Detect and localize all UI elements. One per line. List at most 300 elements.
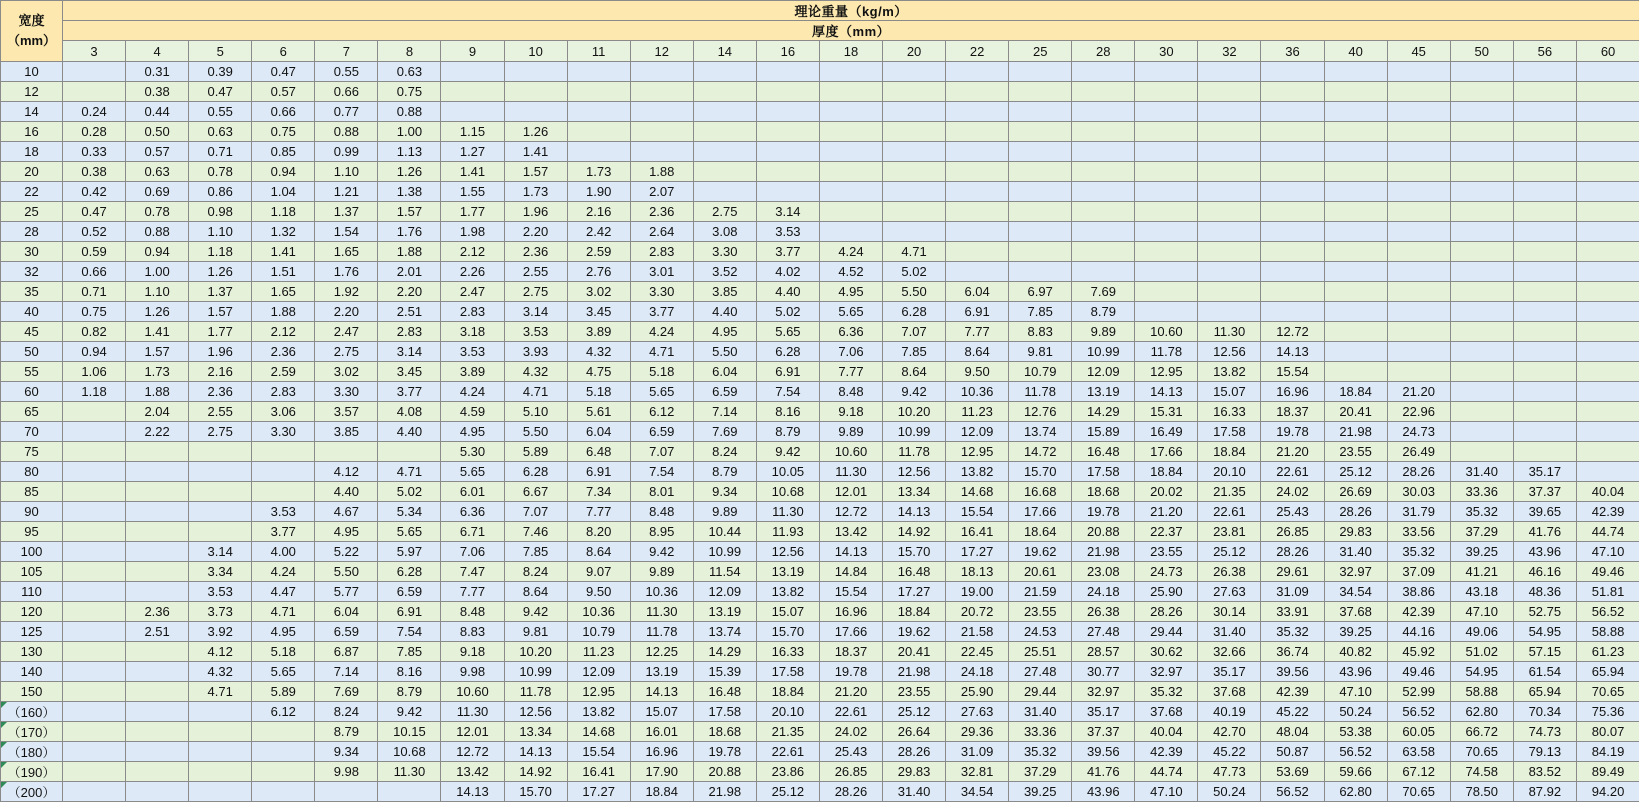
weight-cell[interactable]: 1.38 [378,182,441,202]
weight-cell[interactable] [63,662,126,682]
weight-cell[interactable] [1513,282,1576,302]
weight-cell[interactable]: 2.75 [504,282,567,302]
weight-cell[interactable]: 21.98 [1324,422,1387,442]
weight-cell[interactable]: 45.22 [1261,702,1324,722]
weight-cell[interactable]: 5.18 [567,382,630,402]
weight-cell[interactable]: 4.02 [756,262,819,282]
width-cell[interactable]: 50 [1,342,63,362]
weight-cell[interactable]: 70.65 [1450,742,1513,762]
weight-cell[interactable] [1576,462,1639,482]
weight-cell[interactable]: 21.35 [1198,482,1261,502]
weight-cell[interactable] [1324,102,1387,122]
weight-cell[interactable] [1450,322,1513,342]
weight-cell[interactable]: 1.65 [315,242,378,262]
weight-cell[interactable] [189,782,252,802]
weight-cell[interactable] [819,122,882,142]
width-cell[interactable]: 25 [1,202,63,222]
width-cell[interactable]: 120 [1,602,63,622]
weight-cell[interactable] [252,762,315,782]
weight-cell[interactable]: 31.09 [946,742,1009,762]
weight-cell[interactable]: 1.10 [126,282,189,302]
weight-cell[interactable]: 17.58 [1072,462,1135,482]
weight-cell[interactable]: 27.63 [1198,582,1261,602]
weight-cell[interactable]: 16.68 [1009,482,1072,502]
weight-cell[interactable]: 4.71 [630,342,693,362]
weight-cell[interactable]: 17.66 [819,622,882,642]
weight-cell[interactable]: 47.10 [1450,602,1513,622]
weight-cell[interactable] [1198,82,1261,102]
weight-cell[interactable]: 75.36 [1576,702,1639,722]
weight-cell[interactable] [63,582,126,602]
weight-cell[interactable]: 16.48 [883,562,946,582]
weight-cell[interactable]: 8.83 [1009,322,1072,342]
weight-cell[interactable]: 0.38 [126,82,189,102]
weight-cell[interactable]: 19.78 [1072,502,1135,522]
weight-cell[interactable]: 7.69 [315,682,378,702]
weight-cell[interactable] [946,82,1009,102]
weight-cell[interactable]: 2.55 [189,402,252,422]
weight-cell[interactable] [1198,142,1261,162]
weight-cell[interactable]: 25.43 [819,742,882,762]
weight-cell[interactable]: 0.82 [63,322,126,342]
weight-cell[interactable]: 31.40 [1009,702,1072,722]
weight-cell[interactable]: 10.99 [883,422,946,442]
weight-cell[interactable] [504,82,567,102]
weight-cell[interactable]: 23.55 [883,682,946,702]
weight-cell[interactable] [441,62,504,82]
weight-cell[interactable]: 87.92 [1513,782,1576,802]
weight-cell[interactable] [1450,82,1513,102]
weight-cell[interactable]: 9.50 [946,362,1009,382]
width-cell[interactable]: 40 [1,302,63,322]
weight-cell[interactable]: 0.38 [63,162,126,182]
weight-cell[interactable]: 3.89 [441,362,504,382]
weight-cell[interactable] [1513,162,1576,182]
weight-cell[interactable]: 14.68 [946,482,1009,502]
weight-cell[interactable]: 44.74 [1576,522,1639,542]
weight-cell[interactable]: 1.37 [189,282,252,302]
weight-cell[interactable]: 1.15 [441,122,504,142]
weight-cell[interactable]: 21.35 [756,722,819,742]
weight-cell[interactable] [1576,162,1639,182]
weight-cell[interactable] [1387,282,1450,302]
weight-cell[interactable]: 7.77 [946,322,1009,342]
width-cell[interactable]: 45 [1,322,63,342]
weight-cell[interactable]: 11.30 [630,602,693,622]
weight-cell[interactable] [1009,102,1072,122]
weight-cell[interactable] [1135,182,1198,202]
weight-cell[interactable] [1576,402,1639,422]
weight-cell[interactable]: 34.54 [1324,582,1387,602]
weight-cell[interactable]: 61.54 [1513,662,1576,682]
weight-cell[interactable]: 15.70 [883,542,946,562]
weight-cell[interactable]: 2.20 [315,302,378,322]
weight-cell[interactable]: 4.95 [441,422,504,442]
weight-cell[interactable]: 1.98 [441,222,504,242]
weight-cell[interactable]: 33.91 [1261,602,1324,622]
weight-cell[interactable] [1513,382,1576,402]
weight-cell[interactable]: 4.47 [252,582,315,602]
weight-cell[interactable] [1387,122,1450,142]
weight-cell[interactable]: 31.79 [1387,502,1450,522]
weight-cell[interactable]: 54.95 [1513,622,1576,642]
width-cell[interactable]: 35 [1,282,63,302]
weight-cell[interactable]: 12.56 [883,462,946,482]
weight-cell[interactable]: 8.79 [1072,302,1135,322]
weight-cell[interactable]: 7.85 [883,342,946,362]
weight-cell[interactable]: 24.18 [946,662,1009,682]
weight-cell[interactable] [63,782,126,802]
weight-cell[interactable] [1513,342,1576,362]
weight-cell[interactable]: 10.60 [1135,322,1198,342]
weight-cell[interactable]: 18.84 [1135,462,1198,482]
weight-cell[interactable]: 10.36 [630,582,693,602]
weight-cell[interactable]: 2.01 [378,262,441,282]
weight-cell[interactable] [1009,182,1072,202]
width-cell[interactable]: 95 [1,522,63,542]
weight-cell[interactable]: 1.54 [315,222,378,242]
weight-cell[interactable]: 1.18 [63,382,126,402]
weight-cell[interactable]: 5.61 [567,402,630,422]
weight-cell[interactable]: 32.81 [946,762,1009,782]
weight-cell[interactable]: 7.07 [630,442,693,462]
weight-cell[interactable]: 53.69 [1261,762,1324,782]
weight-cell[interactable]: 0.77 [315,102,378,122]
weight-cell[interactable]: 2.47 [315,322,378,342]
weight-cell[interactable] [1135,82,1198,102]
weight-cell[interactable]: 12.76 [1009,402,1072,422]
weight-cell[interactable]: 23.55 [1324,442,1387,462]
weight-cell[interactable]: 6.87 [315,642,378,662]
width-cell[interactable]: （160） [1,702,63,722]
weight-cell[interactable] [1387,362,1450,382]
weight-cell[interactable]: 13.82 [756,582,819,602]
weight-cell[interactable] [1135,102,1198,122]
weight-cell[interactable]: 2.12 [252,322,315,342]
weight-cell[interactable]: 47.10 [1324,682,1387,702]
width-cell[interactable]: 85 [1,482,63,502]
weight-cell[interactable]: 6.91 [378,602,441,622]
weight-cell[interactable]: 35.32 [1009,742,1072,762]
weight-cell[interactable]: 4.95 [252,622,315,642]
thickness-header-cell[interactable]: 8 [378,41,441,62]
weight-cell[interactable]: 13.82 [946,462,1009,482]
weight-cell[interactable]: 56.52 [1261,782,1324,802]
weight-cell[interactable] [1324,362,1387,382]
weight-cell[interactable] [441,102,504,122]
weight-cell[interactable]: 18.37 [819,642,882,662]
weight-cell[interactable]: 26.85 [819,762,882,782]
weight-cell[interactable]: 2.75 [189,422,252,442]
weight-cell[interactable]: 43.96 [1513,542,1576,562]
weight-cell[interactable]: 24.02 [819,722,882,742]
weight-cell[interactable] [1072,182,1135,202]
weight-cell[interactable]: 0.88 [378,102,441,122]
weight-cell[interactable] [1009,62,1072,82]
weight-cell[interactable] [1261,82,1324,102]
weight-cell[interactable] [1261,202,1324,222]
weight-cell[interactable] [693,162,756,182]
weight-cell[interactable]: 26.38 [1198,562,1261,582]
weight-cell[interactable]: 1.26 [126,302,189,322]
weight-cell[interactable]: 50.87 [1261,742,1324,762]
weight-cell[interactable]: 26.69 [1324,482,1387,502]
weight-cell[interactable]: 4.24 [441,382,504,402]
weight-cell[interactable]: 1.76 [315,262,378,282]
weight-cell[interactable] [819,222,882,242]
thickness-header-cell[interactable]: 28 [1072,41,1135,62]
weight-cell[interactable]: 35.32 [1135,682,1198,702]
weight-cell[interactable]: 8.48 [441,602,504,622]
weight-cell[interactable]: 18.68 [1072,482,1135,502]
weight-cell[interactable] [1450,182,1513,202]
weight-cell[interactable] [1450,402,1513,422]
weight-cell[interactable]: 4.00 [252,542,315,562]
weight-cell[interactable]: 1.26 [504,122,567,142]
weight-cell[interactable]: 14.13 [883,502,946,522]
weight-cell[interactable]: 3.30 [630,282,693,302]
weight-cell[interactable] [1513,82,1576,102]
weight-cell[interactable]: 14.13 [630,682,693,702]
weight-cell[interactable]: 3.77 [630,302,693,322]
weight-cell[interactable]: 21.20 [1261,442,1324,462]
weight-cell[interactable]: 16.49 [1135,422,1198,442]
width-cell[interactable]: 125 [1,622,63,642]
weight-cell[interactable] [1261,162,1324,182]
weight-cell[interactable]: 2.22 [126,422,189,442]
weight-cell[interactable]: 39.56 [1072,742,1135,762]
weight-cell[interactable] [63,642,126,662]
weight-cell[interactable] [1072,142,1135,162]
width-cell[interactable]: 10 [1,62,63,82]
weight-cell[interactable] [1072,82,1135,102]
weight-cell[interactable] [946,242,1009,262]
weight-cell[interactable]: 4.52 [819,262,882,282]
weight-cell[interactable]: 4.95 [819,282,882,302]
weight-cell[interactable] [819,82,882,102]
weight-cell[interactable]: 1.26 [189,262,252,282]
width-cell[interactable]: 90 [1,502,63,522]
weight-cell[interactable]: 40.82 [1324,642,1387,662]
weight-cell[interactable] [63,682,126,702]
weight-cell[interactable]: 2.75 [693,202,756,222]
weight-cell[interactable]: 3.89 [567,322,630,342]
weight-cell[interactable]: 12.56 [756,542,819,562]
weight-cell[interactable]: 11.78 [1135,342,1198,362]
weight-cell[interactable]: 31.09 [1261,582,1324,602]
weight-cell[interactable]: 20.10 [1198,462,1261,482]
weight-cell[interactable] [567,102,630,122]
weight-cell[interactable]: 1.90 [567,182,630,202]
weight-cell[interactable] [189,502,252,522]
weight-cell[interactable]: 4.71 [189,682,252,702]
weight-cell[interactable]: 3.52 [693,262,756,282]
weight-cell[interactable]: 4.32 [567,342,630,362]
weight-cell[interactable]: 24.73 [1135,562,1198,582]
weight-cell[interactable]: 6.36 [441,502,504,522]
weight-cell[interactable]: 2.51 [378,302,441,322]
weight-cell[interactable]: 0.75 [63,302,126,322]
weight-cell[interactable] [1387,342,1450,362]
weight-cell[interactable] [1324,222,1387,242]
weight-cell[interactable]: 8.83 [441,622,504,642]
weight-cell[interactable]: 0.69 [126,182,189,202]
weight-cell[interactable] [1387,182,1450,202]
weight-cell[interactable]: 15.07 [756,602,819,622]
weight-cell[interactable]: 1.77 [441,202,504,222]
weight-cell[interactable]: 4.71 [504,382,567,402]
weight-cell[interactable]: 22.61 [756,742,819,762]
weight-cell[interactable]: 47.10 [1135,782,1198,802]
weight-cell[interactable]: 3.30 [252,422,315,442]
weight-cell[interactable]: 37.09 [1387,562,1450,582]
weight-cell[interactable]: 6.71 [441,522,504,542]
weight-cell[interactable]: 37.68 [1135,702,1198,722]
weight-cell[interactable]: 6.28 [883,302,946,322]
weight-cell[interactable]: 0.94 [252,162,315,182]
weight-cell[interactable]: 54.95 [1450,662,1513,682]
weight-cell[interactable]: 1.96 [189,342,252,362]
weight-cell[interactable] [1324,302,1387,322]
weight-cell[interactable]: 19.78 [819,662,882,682]
weight-cell[interactable]: 2.59 [252,362,315,382]
weight-cell[interactable] [1576,222,1639,242]
weight-cell[interactable]: 56.52 [1576,602,1639,622]
weight-cell[interactable]: 14.13 [1261,342,1324,362]
weight-cell[interactable]: 1.41 [441,162,504,182]
weight-cell[interactable]: 22.45 [946,642,1009,662]
weight-cell[interactable]: 15.70 [1009,462,1072,482]
weight-cell[interactable]: 15.89 [1072,422,1135,442]
weight-cell[interactable]: 14.13 [819,542,882,562]
weight-cell[interactable] [1072,202,1135,222]
weight-cell[interactable] [189,722,252,742]
thickness-header-cell[interactable]: 4 [126,41,189,62]
weight-cell[interactable]: 7.77 [567,502,630,522]
weight-cell[interactable] [1576,442,1639,462]
weight-cell[interactable]: 21.98 [693,782,756,802]
width-cell[interactable]: 140 [1,662,63,682]
weight-cell[interactable]: 6.97 [1009,282,1072,302]
weight-cell[interactable] [1198,242,1261,262]
weight-cell[interactable] [1324,142,1387,162]
weight-cell[interactable]: 13.42 [441,762,504,782]
weight-cell[interactable]: 31.40 [1198,622,1261,642]
weight-cell[interactable]: 42.39 [1387,602,1450,622]
weight-cell[interactable] [693,102,756,122]
weight-cell[interactable]: 8.24 [315,702,378,722]
weight-cell[interactable]: 5.02 [378,482,441,502]
weight-cell[interactable]: 1.96 [504,202,567,222]
weight-cell[interactable]: 8.16 [378,662,441,682]
weight-cell[interactable] [630,122,693,142]
weight-cell[interactable]: 27.48 [1072,622,1135,642]
weight-cell[interactable]: 7.14 [315,662,378,682]
weight-cell[interactable]: 10.36 [946,382,1009,402]
weight-cell[interactable] [1576,342,1639,362]
weight-cell[interactable]: 10.15 [378,722,441,742]
weight-cell[interactable] [946,182,1009,202]
weight-cell[interactable] [504,62,567,82]
weight-cell[interactable]: 3.85 [315,422,378,442]
weight-cell[interactable]: 39.25 [1324,622,1387,642]
weight-cell[interactable] [1513,182,1576,202]
weight-cell[interactable]: 37.37 [1513,482,1576,502]
weight-cell[interactable] [946,102,1009,122]
weight-cell[interactable] [252,442,315,462]
weight-cell[interactable]: 7.07 [504,502,567,522]
weight-cell[interactable]: 5.65 [756,322,819,342]
weight-cell[interactable] [1198,282,1261,302]
weight-cell[interactable]: 4.67 [315,502,378,522]
weight-cell[interactable]: 6.91 [756,362,819,382]
weight-cell[interactable]: 29.61 [1261,562,1324,582]
weight-cell[interactable]: 25.90 [946,682,1009,702]
weight-cell[interactable]: 11.23 [946,402,1009,422]
weight-cell[interactable] [1450,62,1513,82]
weight-cell[interactable]: 44.16 [1387,622,1450,642]
weight-cell[interactable]: 17.66 [1135,442,1198,462]
weight-cell[interactable]: 28.57 [1072,642,1135,662]
weight-cell[interactable]: 3.77 [756,242,819,262]
weight-cell[interactable]: 6.12 [630,402,693,422]
weight-cell[interactable] [693,142,756,162]
weight-cell[interactable]: 13.74 [1009,422,1072,442]
weight-cell[interactable] [1450,342,1513,362]
weight-cell[interactable] [630,62,693,82]
weight-cell[interactable] [1387,322,1450,342]
weight-cell[interactable] [1450,442,1513,462]
weight-cell[interactable]: 15.70 [504,782,567,802]
weight-cell[interactable]: 28.26 [883,742,946,762]
width-cell[interactable]: 130 [1,642,63,662]
weight-cell[interactable] [126,662,189,682]
weight-cell[interactable]: 4.40 [756,282,819,302]
weight-cell[interactable]: 46.16 [1513,562,1576,582]
weight-cell[interactable] [63,722,126,742]
weight-cell[interactable]: 61.23 [1576,642,1639,662]
weight-cell[interactable]: 23.55 [1009,602,1072,622]
weight-cell[interactable]: 41.76 [1072,762,1135,782]
weight-cell[interactable]: 66.72 [1450,722,1513,742]
weight-cell[interactable]: 5.10 [504,402,567,422]
weight-cell[interactable]: 50.24 [1324,702,1387,722]
weight-cell[interactable]: 14.72 [1009,442,1072,462]
weight-cell[interactable] [756,82,819,102]
weight-cell[interactable]: 2.83 [378,322,441,342]
weight-cell[interactable] [315,442,378,462]
weight-cell[interactable]: 1.92 [315,282,378,302]
weight-cell[interactable]: 78.50 [1450,782,1513,802]
thickness-header-cell[interactable]: 7 [315,41,378,62]
weight-cell[interactable]: 6.01 [441,482,504,502]
weight-cell[interactable]: 2.36 [189,382,252,402]
weight-cell[interactable] [1450,302,1513,322]
weight-cell[interactable]: 3.14 [378,342,441,362]
thickness-header[interactable]: 厚度（mm） [63,21,1639,41]
weight-cell[interactable]: 49.06 [1450,622,1513,642]
weight-cell[interactable] [1198,202,1261,222]
weight-cell[interactable]: 3.57 [315,402,378,422]
weight-cell[interactable] [1198,122,1261,142]
weight-cell[interactable]: 32.66 [1198,642,1261,662]
weight-cell[interactable]: 0.78 [189,162,252,182]
weight-cell[interactable]: 37.29 [1450,522,1513,542]
weight-cell[interactable]: 6.28 [504,462,567,482]
weight-cell[interactable]: 4.75 [567,362,630,382]
weight-cell[interactable] [1198,102,1261,122]
weight-cell[interactable]: 0.50 [126,122,189,142]
